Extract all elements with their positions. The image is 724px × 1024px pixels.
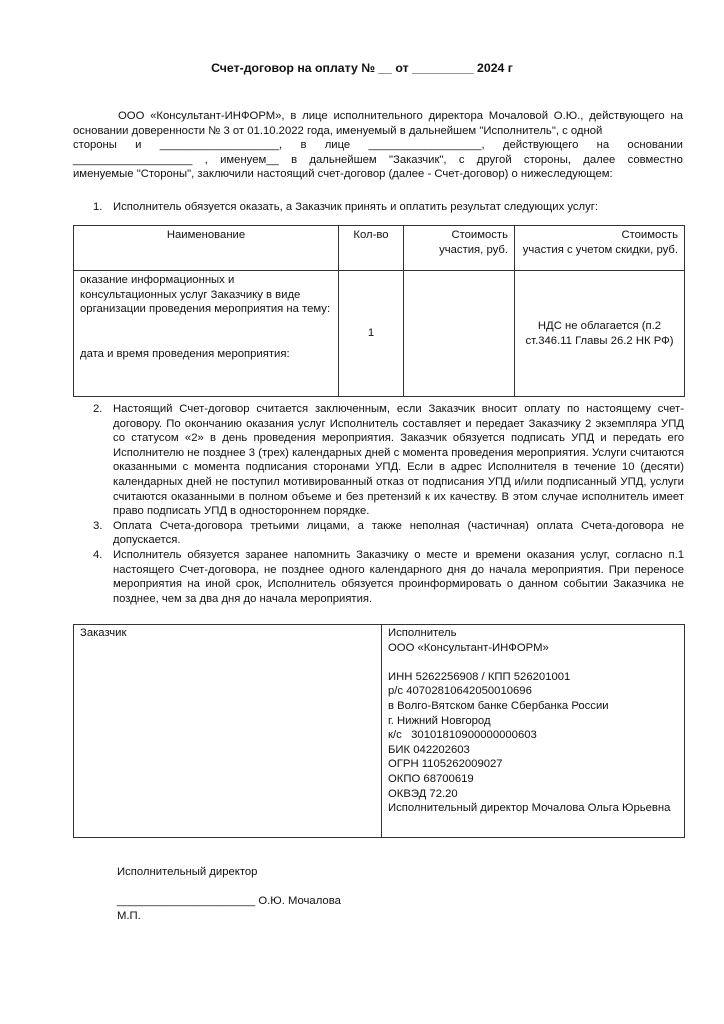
intro-paragraph: ООО «Консультант-ИНФОРМ», в лице исполнительного директора Мочаловой О.Ю., действующего на основании доверенности № 3 от 01.10.2022 года, именуемый в дальнейшем "Исполнитель", с одной: [73, 110, 683, 137]
intro-word: действующего: [502, 139, 579, 152]
service-cell: [74, 271, 339, 397]
spacer: [388, 655, 678, 670]
intro-word: стороны: [73, 139, 117, 152]
service-name: оказание информационных и консультационных услуг Заказчику в виде организации проведения мероприятия на тему:: [80, 274, 331, 316]
executor-bik: БИК 042202603: [388, 743, 470, 756]
intro-section: [73, 109, 683, 182]
intro-word: стороны,: [523, 153, 571, 166]
executor-company: ООО «Консультант-ИНФОРМ»: [388, 641, 549, 654]
list-item: [73, 519, 684, 548]
executor-label: Исполнитель: [388, 627, 457, 639]
executor-director: Исполнительный директор Мочалова Ольга Юрьевна: [388, 802, 671, 815]
clause-1: [73, 200, 683, 215]
service-date: дата и время проведения мероприятия:: [80, 347, 290, 360]
customer-cell: [74, 625, 382, 838]
intro-word: совместно: [627, 153, 683, 166]
intro-word: в: [300, 139, 307, 152]
stamp-label: М.П.: [117, 909, 141, 922]
list-item: [73, 402, 684, 519]
header-qty: Кол-во: [339, 226, 404, 271]
intro-parties-line: [73, 138, 683, 153]
header-cost: Стоимость участия, руб.: [404, 226, 515, 271]
header-name: Наименование: [74, 226, 339, 271]
clause-text: Оплата Счета-договора третьими лицами, а также неполная (частичная) оплата Счета-договора не допускается.: [113, 519, 684, 547]
signature-line: ______________________ О.Ю. Мочалова: [117, 895, 341, 908]
intro-word: дальнейшем: [309, 153, 377, 166]
services-header-row: [74, 226, 685, 271]
intro-word: другой: [476, 153, 512, 166]
intro-word: ,: [204, 153, 208, 166]
service-vat-note: НДС не облагается (п.2 ст.346.11 Главы 26.2 НК РФ): [515, 271, 685, 397]
clause-number: 1.: [93, 201, 103, 213]
table-row: [74, 271, 685, 397]
executor-okpo: ОКПО 68700619: [388, 772, 474, 785]
clause-number: 4.: [93, 548, 103, 561]
signature-position: Исполнительный директор: [117, 866, 258, 878]
intro-word: в: [291, 153, 298, 166]
intro-basis-line: [73, 153, 683, 168]
executor-bank: в Волго-Вятском банке Сбербанка России: [388, 699, 609, 712]
service-cost: [404, 271, 515, 397]
executor-city: г. Нижний Новгород: [388, 714, 491, 727]
intro-word: именуем__: [220, 153, 279, 166]
intro-word: и: [135, 139, 142, 152]
executor-corr-account: к/с 30101810900000000603: [388, 729, 537, 742]
intro-word: далее: [583, 153, 616, 166]
list-item: [73, 548, 684, 606]
customer-basis-blank: ___________________: [73, 153, 193, 166]
customer-label: Заказчик: [80, 627, 127, 639]
executor-cell: [382, 625, 685, 838]
parties-table: [73, 624, 685, 838]
service-qty: 1: [339, 271, 404, 397]
executor-okved: ОКВЭД 72.20: [388, 787, 458, 800]
customer-name-blank: ___________________,: [159, 139, 283, 152]
intro-word: с: [458, 153, 465, 166]
clause-text: Настоящий Счет-договор считается заключенным, если Заказчик вносит оплату по настоящему счет-договору. По окончанию оказания услуг Исполнитель составляет и передает Заказчику 2 экземпляра УПД со статусом «2» в день проведения мероприятия. Заказчик обязуется подписать УПД и передать его Исполнителю не позднее 3 (трех) календарных дней с момента проведения мероприятия. Услуги считаются оказанными с момента подписания сторонами УПД. Если в адрес Исполнителя в течение 10 (десяти) календарных дней не поступил мотивированный отказ от подписания УПД и/или подписанный УПД, услуги считаются оказанными в полном объеме и без претензий к их качеству. В этом случае исполнитель имеет право подписать УПД в одностороннем порядке.: [113, 403, 684, 518]
customer-representative-blank: __________________,: [368, 139, 485, 152]
header-cost-discount: Стоимость участия с учетом скидки, руб.: [515, 226, 685, 271]
clause-text: Исполнитель обязуется заранее напомнить Заказчику о месте и времени оказания услуг, согласно п.1 настоящего Счет-договора, не позднее одного календарного дня до начала мероприятия. При переносе мероприятия на иной срок, Исполнитель обязуется проинформировать о данном событии Заказчика не позднее, чем за два дня до начала мероприятия.: [113, 548, 684, 605]
intro-word: на: [596, 139, 610, 152]
clause-number: 3.: [93, 519, 103, 532]
intro-word: "Заказчик",: [388, 153, 447, 166]
signature-block: [117, 865, 617, 923]
executor-inn: ИНН 5262256908 / КПП 526201001: [388, 670, 571, 683]
intro-closing-line: именуемые "Стороны", заключили настоящий счет-договор (далее - Счет-договор) о нижеследующем:: [73, 168, 613, 181]
executor-account: р/с 40702810642050010696: [388, 685, 532, 698]
intro-word: основании: [627, 139, 683, 152]
document-title: Счет-договор на оплату № __ от _________ 2024 г: [211, 61, 513, 75]
clause-text: Исполнитель обязуется оказать, а Заказчик принять и оплатить результат следующих услуг:: [113, 201, 599, 213]
intro-word: лице: [324, 139, 351, 152]
clause-number: 2.: [93, 403, 103, 415]
terms-list: [73, 402, 684, 606]
executor-ogrn: ОГРН 1105262009027: [388, 758, 503, 771]
services-table: [73, 225, 685, 397]
